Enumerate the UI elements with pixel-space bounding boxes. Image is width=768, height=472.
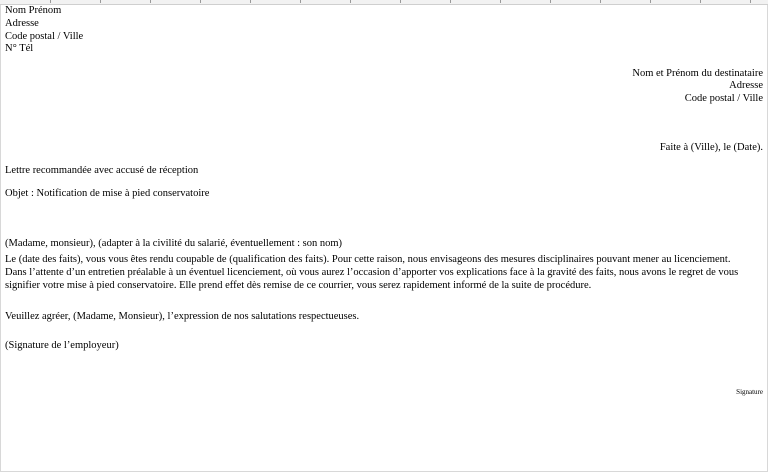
top-ruler (0, 0, 768, 5)
closing-formula: Veuillez agréer, (Madame, Monsieur), l’expression de nos salutations respectueuses. (5, 311, 360, 322)
recipient-address: Adresse (729, 80, 763, 91)
date-line: Faite à (Ville), le (Date). (659, 142, 763, 153)
recipient-city: Code postal / Ville (684, 93, 763, 104)
recipient-name: Nom et Prénom du destinataire (632, 68, 763, 79)
sender-name: Nom Prénom (5, 5, 62, 16)
sender-address: Adresse (5, 18, 39, 29)
salutation: (Madame, monsieur), (adapter à la civilité du salarié, éventuellement : son nom) (5, 238, 343, 249)
signature-placeholder: (Signature de l’employeur) (5, 340, 119, 351)
body-line-3: signifier votre mise à pied conservatoire. Elle prend effet dès remise de ce courrier, vous serez rapidement informé de la suite de procédure. (5, 280, 592, 291)
signature-label: Signature (736, 388, 763, 396)
sender-city: Code postal / Ville (5, 31, 84, 42)
mail-type: Lettre recommandée avec accusé de réception (5, 165, 199, 176)
body-line-2: Dans l’attente d’un entretien préalable à un éventuel licenciement, où vous aurez l’occasion d’apporter vos explications face à la gravité des faits, nous avons le regret de vous (5, 267, 739, 278)
body-line-1: Le (date des faits), vous vous êtes rendu coupable de (qualification des faits). Pour cette raison, nous envisageons des mesures disciplinaires pouvant mener au licenciement. (5, 254, 731, 265)
sender-phone: N° Tél (5, 43, 34, 54)
subject-line: Objet : Notification de mise à pied conservatoire (5, 188, 210, 199)
